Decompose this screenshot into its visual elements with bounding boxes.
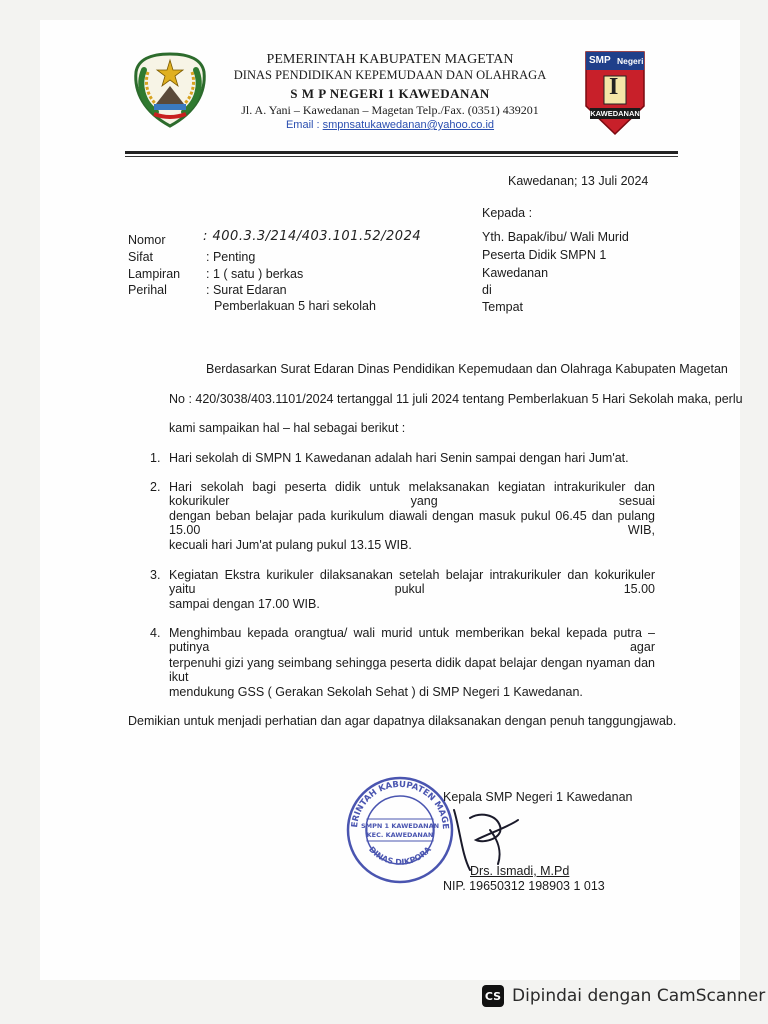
point-text: mendukung GSS ( Gerakan Sekolah Sehat ) di SMP Negeri 1 Kawedanan. [169,685,583,699]
recipient-line: Tempat [482,300,523,314]
nomor-value-handwritten: : 400.3.3/214/403.101.52/2024 [203,229,422,244]
sifat-label: Sifat [128,250,154,264]
school-shield-logo [584,50,646,136]
email-label: Email : [285,119,323,131]
point-text: terpenuhi gizi yang seimbang sehingga peserta didik dapat belajar dengan nyaman dan ikut [169,656,655,684]
signature-title: Kepala SMP Negeri 1 Kawedanan [443,790,633,804]
closing-sentence: Demikian untuk menjadi perhatian dan agar dapatnya dilaksanakan dengan penuh tanggungjawab. [128,714,677,728]
lampiran-value: : 1 ( satu ) berkas [206,267,304,281]
nomor-label: Nomor [128,233,166,247]
regency-emblem-logo [130,50,210,130]
recipient-line: Yth. Bapak/ibu/ Wali Murid [482,230,629,244]
point-number: 3. [150,568,161,582]
perihal-value-subject: Pemberlakuan 5 hari sekolah [214,299,376,313]
perihal-label: Perihal [128,283,167,297]
lampiran-label: Lampiran [128,267,181,281]
intro-line: kami sampaikan hal – hal sebagai berikut : [169,421,406,435]
intro-line: No : 420/3038/403.1101/2024 tertanggal 11 juli 2024 tentang Pemberlakuan 5 Hari Sekolah maka, perlu [169,392,743,406]
logo-negeri-text: Negeri [617,56,644,66]
stamp-ring-bottom: DINAS DIKPORA [367,844,433,867]
signatory-nip: NIP. 19650312 198903 1 013 [443,879,605,893]
point-text: kecuali hari Jum'at pulang pukul 13.15 WIB. [169,538,412,552]
recipient-line: di [482,283,492,297]
stamp-ring-top: ERINTAH KABUPATEN MAGE [350,779,451,830]
svg-text:DINAS DIKPORA [367,844,434,867]
logo-numeral: I [609,74,619,100]
recipient-to-label: Kepada : [482,206,533,220]
logo-kawedanan-text: KAWEDANAN [590,109,640,118]
letterhead-agency-line: DINAS PENDIDIKAN KEPEMUDAAN DAN OLAHRAGA [233,68,547,82]
letterhead-government-line: PEMERINTAH KABUPATEN MAGETAN [266,52,514,67]
stamp-center-line2: KEC. KAWEDANAN [366,831,434,839]
point-number: 2. [150,480,161,494]
logo-smp-text: SMP [589,55,611,66]
letterhead-school-name: S M P NEGERI 1 KAWEDANAN [290,86,490,101]
nomor-value: 400.3.3/214/403.101.52/2024 [212,229,422,244]
camscanner-watermark [482,985,765,1007]
point-text: sampai dengan 17.00 WIB. [169,597,320,611]
camscanner-text: Dipindai dengan CamScanner [512,986,766,1006]
point-number: 1. [150,451,161,465]
point-text: Hari sekolah bagi peserta didik untuk melaksanakan kegiatan intrakurikuler dan kokurikuler yang sesuai [169,480,655,508]
perihal-value: : Surat Edaran [206,283,287,297]
recipient-line: Peserta Didik SMPN 1 [482,248,607,262]
letterhead-address: Jl. A. Yani – Kawedanan – Magetan Telp./Fax. (0351) 439201 [241,103,539,117]
letterhead-divider-thick [125,151,678,154]
letterhead-divider-thin [125,156,678,157]
stamp-center-line1: SMPN 1 KAWEDANAN [360,822,440,830]
point-text: Menghimbau kepada orangtua/ wali murid untuk memberikan bekal kepada putra – putinya agar [169,626,655,654]
camscanner-logo-icon: CS [482,985,504,1007]
recipient-line: Kawedanan [482,266,549,280]
point-text: Kegiatan Ekstra kurikuler dilaksanakan setelah belajar intrakurikuler dan kokurikuler yaitu pukul 15.00 [169,568,655,596]
email-link[interactable]: smpnsatukawedanan@yahoo.co.id [322,119,495,131]
intro-line: Berdasarkan Surat Edaran Dinas Pendidikan Kepemudaan dan Olahraga Kabupaten Magetan [206,362,728,376]
letterhead-email-line [205,119,575,131]
signatory-name: Drs. Ismadi, M.Pd [470,864,570,878]
official-stamp [345,775,455,885]
point-number: 4. [150,626,161,640]
sifat-value: : Penting [206,250,256,264]
point-text: dengan beban belajar pada kurikulum diawali dengan masuk pukul 06.45 dan pulang 15.00 WIB, [169,509,655,537]
place-date: Kawedanan; 13 Juli 2024 [508,174,649,188]
point-text: Hari sekolah di SMPN 1 Kawedanan adalah hari Senin sampai dengan hari Jum'at. [169,451,629,465]
